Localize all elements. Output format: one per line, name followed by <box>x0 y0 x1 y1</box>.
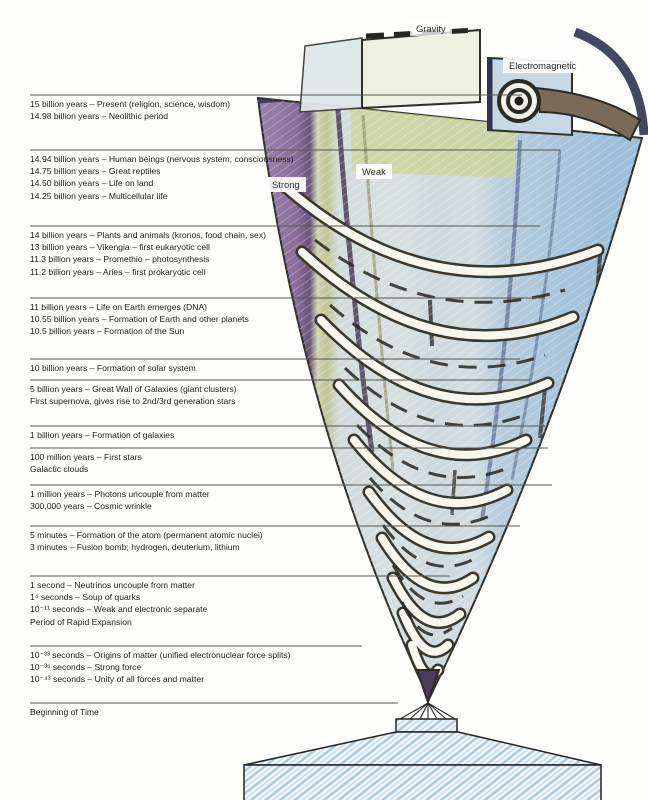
electromagnetic-label: Electromagnetic <box>503 58 582 73</box>
timeline-entry: Beginning of Time <box>30 707 99 717</box>
timeline-entry: 5 minutes – Formation of the atom (permanent atomic nuclei) <box>30 530 263 540</box>
timeline-entry: 10 billion years – Formation of solar system <box>30 363 196 373</box>
timeline-block-humans <box>30 153 375 202</box>
timeline-block-life-on-earth <box>30 301 375 338</box>
timeline-entry: 14.98 billion years – Neolithic period <box>30 111 169 122</box>
timeline-entry: 14.75 billion years – Great reptiles <box>30 166 161 177</box>
timeline-entry: 11 billion years – Life on Earth emerges (DNA) <box>30 302 208 312</box>
timeline-entry: Period of Rapid Expansion <box>30 616 132 627</box>
timeline-entry: 14 billion years – Plants and animals (kronos, food chain, sex) <box>30 230 266 240</box>
timeline-block-present <box>30 98 375 122</box>
timeline-block-beginning <box>30 706 375 718</box>
timeline-entry: 14.94 billion years – Human beings (nervous system, consciousness) <box>30 154 294 164</box>
strong-label: Strong <box>266 177 306 192</box>
timeline-block-galaxies <box>30 429 375 441</box>
timeline-block-first-stars <box>30 451 375 475</box>
tip-fan <box>400 703 455 719</box>
timeline-entry: 5 billion years – Great Wall of Galaxies (giant clusters) <box>30 384 237 394</box>
timeline-entry: 10⁻⁴³ seconds – Unity of all forces and matter <box>30 674 204 685</box>
timeline-entry: 1 billion years – Formation of galaxies <box>30 430 175 440</box>
timeline-entry: 1 second – Neutrinos uncouple from matter <box>30 580 195 590</box>
timeline-entry: First supernova, gives rise to 2nd/3rd generation stars <box>30 396 236 407</box>
timeline-entry: 10⁻¹¹ seconds – Weak and electronic separate <box>30 604 208 615</box>
timeline-entry: 13 billion years – Vikengia – first eukaryotic cell <box>30 242 210 253</box>
timeline-block-origins <box>30 649 375 686</box>
timeline-block-solar-system <box>30 362 375 374</box>
timeline-block-neutrinos <box>30 579 375 628</box>
timeline-entry: 1⁴ seconds – Soup of quarks <box>30 592 141 603</box>
timeline-entry: 1 million years – Photons uncouple from matter <box>30 489 210 499</box>
gravity-ribbon <box>362 30 480 108</box>
timeline-entry: 300,000 years – Cosmic wrinkle <box>30 501 152 512</box>
timeline-entry: 10⁻³³ seconds – Origins of matter (unified electronuclear force splits) <box>30 650 291 660</box>
timeline-entry: 11.2 billion years – Aries – first prokaryotic cell <box>30 266 206 277</box>
timeline-block-photons <box>30 488 375 512</box>
timeline-entry: 100 million years – First stars <box>30 452 142 462</box>
timeline-entry: 14.25 billion years – Multicellular life <box>30 190 168 201</box>
timeline-entry: 10.5 billion years – Formation of the Sun <box>30 326 185 337</box>
timeline-entry: 11.3 billion years – Promethio – photosynthesis <box>30 254 210 265</box>
pedestal-base <box>244 765 601 800</box>
pedestal-cap <box>396 719 457 732</box>
timeline-entry: 14.50 billion years – Life on land <box>30 178 154 189</box>
timeline-entry: 15 billion years – Present (religion, science, wisdom) <box>30 99 231 109</box>
timeline-entry: 10.55 billion years – Formation of Earth and other planets <box>30 314 249 325</box>
gravity-label: Gravity <box>410 21 452 36</box>
timeline-block-plants <box>30 229 375 278</box>
timeline-entry: Galactic clouds <box>30 464 89 475</box>
timeline-block-great-wall <box>30 383 375 407</box>
timeline-entry: 3 minutes – Fusion bomb; hydrogen, deuterium, lithium <box>30 542 240 553</box>
timeline-entry: 10⁻³⁶ seconds – Strong force <box>30 662 142 673</box>
timeline-block-atom <box>30 529 375 553</box>
pedestal-slope <box>244 732 601 765</box>
weak-label: Weak <box>356 164 392 179</box>
